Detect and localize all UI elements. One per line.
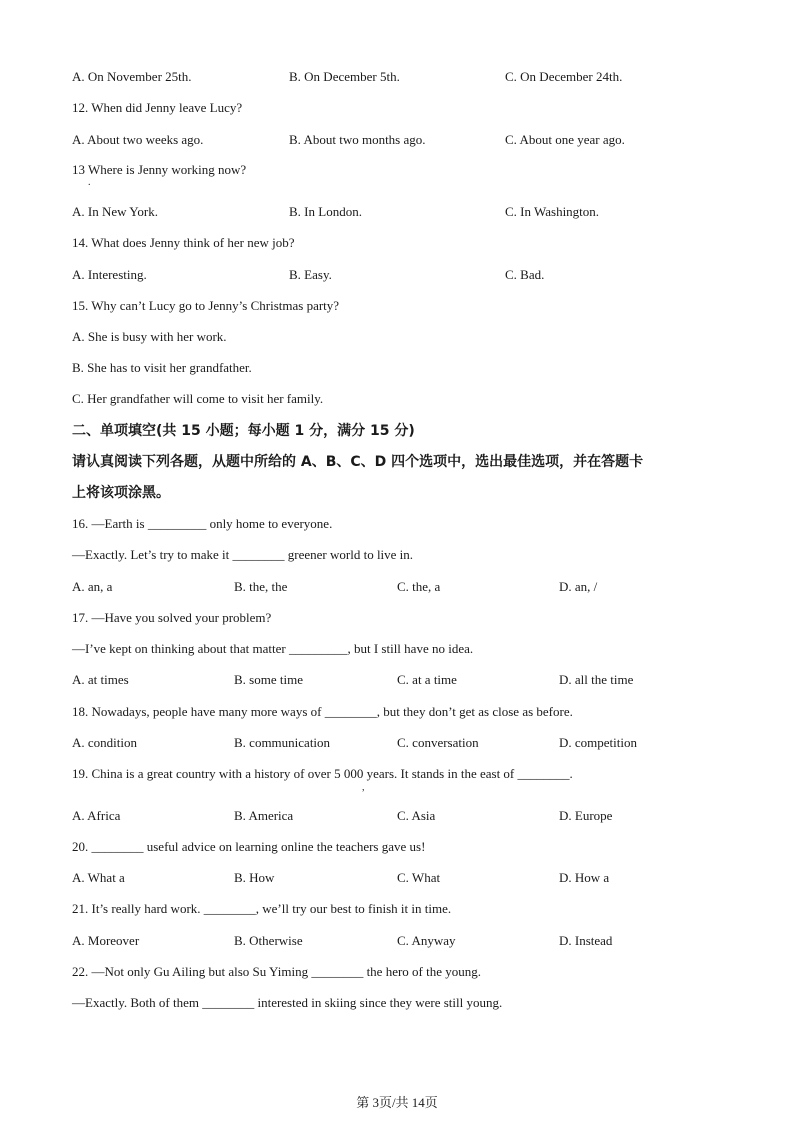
q12-option-c: C. About one year ago. (505, 132, 625, 147)
q16-option-c: C. the, a (397, 579, 441, 594)
q16-line2: —Exactly. Let’s try to make it ________ greener world to live in. (72, 547, 414, 562)
q20-option-b: B. How (234, 870, 275, 885)
q11-option-a: A. On November 25th. (72, 69, 192, 84)
page-number: 第 3页/共 14页 (356, 1095, 438, 1110)
q21-option-c: C. Anyway (397, 933, 456, 948)
q19-option-c: C. Asia (397, 808, 436, 823)
q13-stem: 13 Where is Jenny working now? (72, 162, 247, 177)
q16-option-a: A. an, a (72, 579, 113, 594)
q15-option-a: A. She is busy with her work. (72, 329, 227, 344)
q18-option-b: B. communication (234, 735, 331, 750)
q17-line1: 17. —Have you solved your problem? (72, 610, 272, 625)
q17-option-b: B. some time (234, 672, 303, 687)
stray-dot-mark: . (88, 177, 91, 188)
q21-option-d: D. Instead (559, 933, 613, 948)
q19-stem: 19. China is a great country with a history of over 5 000 years. It stands in the east of ________. (72, 766, 573, 781)
q13-option-b: B. In London. (289, 204, 362, 219)
q13-option-c: C. In Washington. (505, 204, 600, 219)
q15-stem: 15. Why can’t Lucy go to Jenny’s Christmas party? (72, 298, 340, 313)
q14-option-c: C. Bad. (505, 267, 545, 282)
q21-option-a: A. Moreover (72, 933, 140, 948)
section-instruction: 请认真阅读下列各题，从题中所给的 A、B、C、D 四个选项中，选出最佳选项，并在答题卡 (72, 454, 644, 470)
q15-option-c: C. Her grandfather will come to visit her family. (72, 391, 324, 406)
q19-option-b: B. America (234, 808, 294, 823)
q18-option-a: A. condition (72, 735, 137, 750)
q18-stem: 18. Nowadays, people have many more ways of ________, but they don’t get as close as before. (72, 704, 573, 719)
q16-option-b: B. the, the (234, 579, 288, 594)
q14-option-b: B. Easy. (289, 267, 332, 282)
q16-line1: 16. —Earth is _________ only home to everyone. (72, 516, 333, 531)
q22-line1: 22. —Not only Gu Ailing but also Su Yiming ________ the hero of the young. (72, 964, 482, 979)
q18-option-d: D. competition (559, 735, 637, 750)
section-instruction-cont: 上将该项涂黑。 (72, 485, 170, 501)
q20-option-d: D. How a (559, 870, 610, 885)
q20-option-c: C. What (397, 870, 441, 885)
section-heading: 二、单项填空(共 15 小题；每小题 1 分，满分 15 分) (72, 423, 415, 439)
stray-comma-mark: , (362, 782, 365, 793)
q12-option-b: B. About two months ago. (289, 132, 426, 147)
q16-option-d: D. an, / (559, 579, 598, 594)
q21-option-b: B. Otherwise (234, 933, 303, 948)
q12-option-a: A. About two weeks ago. (72, 132, 204, 147)
q11-option-b: B. On December 5th. (289, 69, 400, 84)
q14-stem: 14. What does Jenny think of her new job? (72, 235, 295, 250)
q17-line2: —I’ve kept on thinking about that matter _________, but I still have no idea. (72, 641, 474, 656)
q19-option-a: A. Africa (72, 808, 121, 823)
q19-option-d: D. Europe (559, 808, 613, 823)
q17-option-a: A. at times (72, 672, 129, 687)
q11-option-c: C. On December 24th. (505, 69, 623, 84)
q14-option-a: A. Interesting. (72, 267, 147, 282)
q17-option-c: C. at a time (397, 672, 457, 687)
q18-option-c: C. conversation (397, 735, 479, 750)
q20-option-a: A. What a (72, 870, 125, 885)
q12-stem: 12. When did Jenny leave Lucy? (72, 100, 243, 115)
q20-stem: 20. ________ useful advice on learning online the teachers gave us! (72, 839, 426, 854)
q13-option-a: A. In New York. (72, 204, 158, 219)
q21-stem: 21. It’s really hard work. ________, we’ll try our best to finish it in time. (72, 901, 452, 916)
q17-option-d: D. all the time (559, 672, 634, 687)
q22-line2: —Exactly. Both of them ________ interested in skiing since they were still young. (72, 995, 503, 1010)
q15-option-b: B. She has to visit her grandfather. (72, 360, 252, 375)
